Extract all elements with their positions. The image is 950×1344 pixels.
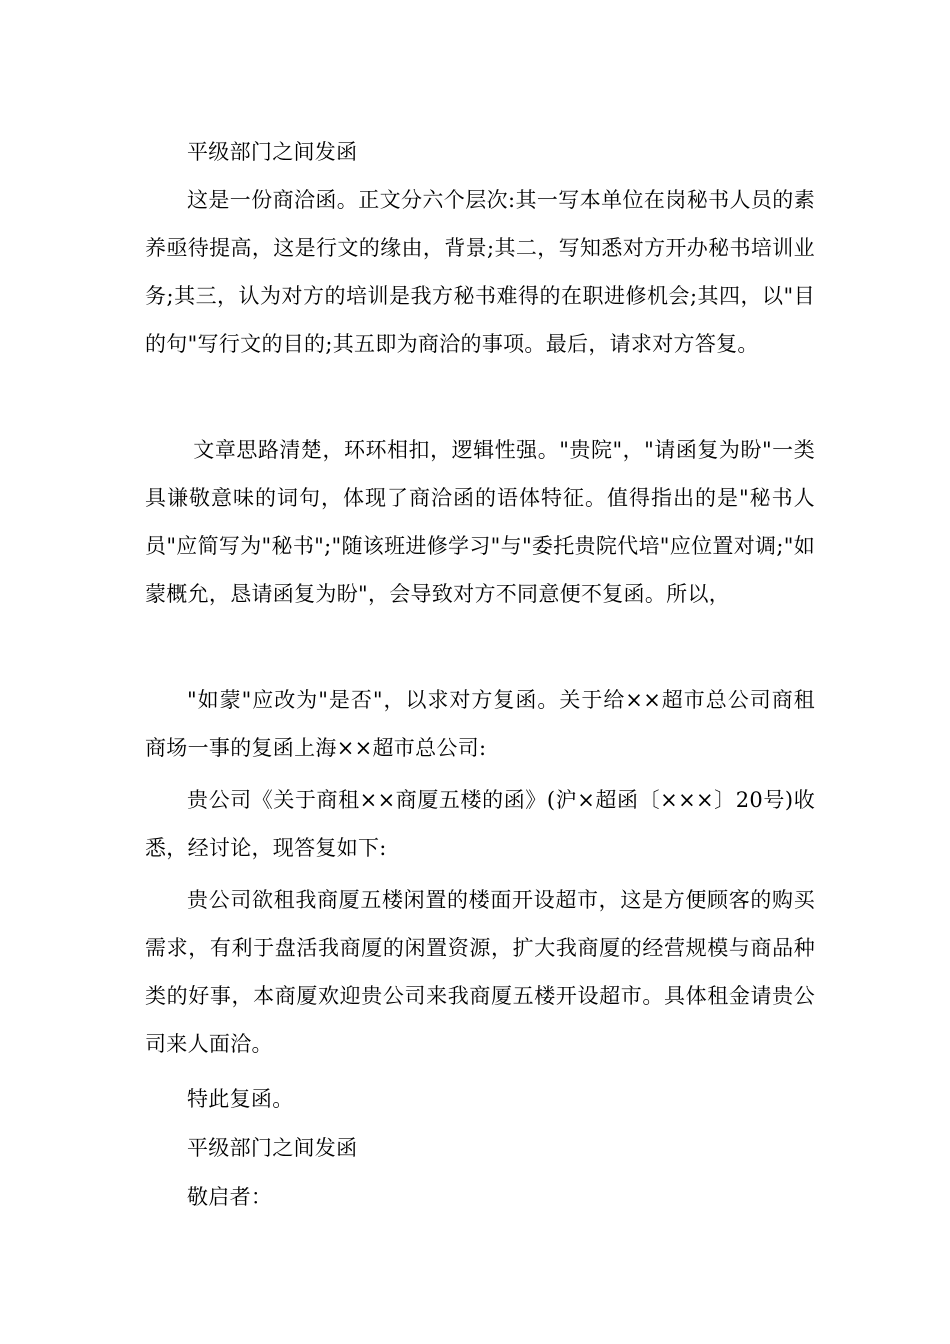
- paragraph-analysis-evaluation: 文章思路清楚，环环相扣，逻辑性强。"贵院"，"请函复为盼"一类具谦敬意味的词句，体现了商洽函的语体特征。值得指出的是"秘书人员"应简写为"秘书";"随该班进修学习"与"委托贵院代培"应位置对调;"如蒙概允，恳请函复为盼"，会导致对方不同意便不复函。所以，: [145, 438, 815, 606]
- document-heading: 平级部门之间发函: [187, 140, 358, 164]
- paragraph-reply-body: 贵公司欲租我商厦五楼闲置的楼面开设超市，这是方便顾客的购买需求，有利于盘活我商厦的闲置资源，扩大我商厦的经营规模与商品种类的好事，本商厦欢迎贵公司来我商厦五楼开设超市。具体租金请贵公司来人面洽。: [145, 888, 815, 1056]
- paragraph-correction-and-reply-title: "如蒙"应改为"是否"，以求对方复函。关于给××超市总公司商租商场一事的复函上海××超市总公司:: [145, 688, 815, 760]
- paragraph-closing: 特此复函。: [187, 1087, 294, 1111]
- paragraph-reply-reference: 贵公司《关于商租××商厦五楼的函》(沪×超函〔×××〕20号)收悉，经讨论，现答复如下:: [145, 788, 815, 860]
- paragraph-salutation: 敬启者：: [187, 1185, 273, 1209]
- paragraph-section-heading: 平级部门之间发函: [187, 1136, 358, 1160]
- paragraph-analysis-structure: 这是一份商洽函。正文分六个层次:其一写本单位在岗秘书人员的素养亟待提高，这是行文的缘由，背景;其二，写知悉对方开办秘书培训业务;其三，认为对方的培训是我方秘书难得的在职进修机会;其四，以"目的句"写行文的目的;其五即为商洽的事项。最后，请求对方答复。: [145, 188, 815, 356]
